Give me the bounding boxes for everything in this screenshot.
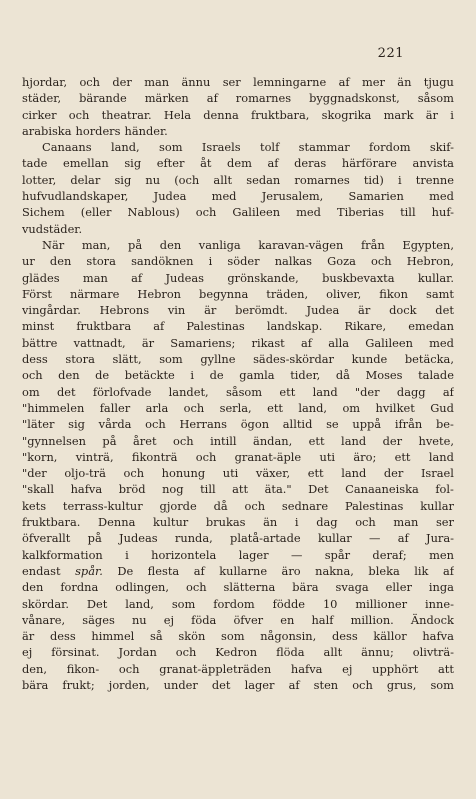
- text-line: När man, på den vanliga karavan-vägen från Egypten,: [42, 237, 454, 252]
- text-line: kalkformation i horizontela lager — spår deraf; men: [22, 547, 454, 562]
- text-line: bättre vattnadt, är Samariens; rikast af alla Galileen med: [22, 335, 454, 350]
- text-line: den, fikon- och granat-äppleträden hafva ej upphört att: [22, 661, 454, 676]
- text-line: den fordna odlingen, och slätterna bära svaga eller inga: [22, 580, 454, 595]
- text-line: dess stora slätt, som gyllne sädes-skördar kunde betäcka,: [22, 352, 454, 367]
- text-line: städer, bärande märken af romarnes byggnadskonst, såsom: [22, 91, 454, 106]
- text-line: bära frukt; jorden, under det lager af sten och grus, som: [22, 677, 454, 692]
- text-line: vånare, säges nu ej föda öfver en half million. Ändock: [22, 612, 454, 627]
- text-line: Sichem (eller Nablous) och Galileen med Tiberias till huf-: [22, 205, 454, 220]
- text-line: minst fruktbara af Palestinas landskap. Rikare, emedan: [22, 319, 454, 334]
- text-line: vingårdar. Hebrons vin är berömdt. Judea är dock det: [22, 303, 454, 318]
- text-line: "der oljo-trä och honung uti växer, ett land der Israel: [22, 466, 454, 481]
- text-line: och den de betäckte i de gamla tider, då Moses talade: [22, 368, 454, 383]
- text-line: Canaans land, som Israels tolf stammar fordom skif-: [42, 140, 454, 155]
- body-text: [22, 74, 454, 693]
- text-line: Först närmare Hebron begynna träden, oliver, fikon samt: [22, 286, 454, 301]
- text-line: glädes man af Judeas grönskande, buskbevaxta kullar.: [22, 270, 454, 285]
- text-line: hufvudlandskaper, Judea med Jerusalem, Samarien med: [22, 189, 454, 204]
- text-line: "korn, vinträ, fikonträ och granat-äple uti äro; ett land: [22, 449, 454, 464]
- text-line: tade emellan sig efter åt dem af deras härförare anvista: [22, 156, 454, 171]
- text-line: om det förlofvade landet, såsom ett land "der dagg af: [22, 384, 454, 399]
- text-line: endast spår. De flesta af kullarne äro nakna, bleka lik af: [22, 563, 454, 578]
- text-line: fruktbara. Denna kultur brukas än i dag och man ser: [22, 515, 454, 530]
- text-line: hjordar, och der man ännu ser lemningarne af mer än tjugu: [22, 75, 454, 89]
- text-line: är dess himmel så skön som någonsin, dess källor hafva: [22, 629, 454, 644]
- text-line: lotter, delar sig nu (och allt sedan romarnes tid) i trenne: [22, 172, 454, 187]
- text-line: ur den stora sandöknen i söder nalkas Goza och Hebron,: [22, 254, 454, 269]
- text-line: skördar. Det land, som fordom födde 10 millioner inne-: [22, 596, 454, 611]
- text-line: "gynnelsen på året och intill ändan, ett land der hvete,: [22, 433, 454, 448]
- text-line: "läter sig vårda och Herrans ögon alltid se uppå ifrån be-: [22, 417, 454, 432]
- text-line: ej försinat. Jordan och Kedron flöda allt ännu; olivträ-: [22, 645, 454, 660]
- text-line: kets terrass-kultur gjorde då och sednare Palestinas kullar: [22, 498, 454, 513]
- text-line: cirker och theatrar. Hela denna fruktbara, skogrika mark är i: [22, 107, 454, 122]
- text-line: "skall hafva bröd nog till att äta." Det Canaaneiska fol-: [22, 482, 454, 497]
- text-line: arabiska horders händer.: [22, 123, 168, 138]
- page-number: 221: [377, 46, 404, 61]
- text-line: "himmelen faller arla och serla, ett land, om hvilket Gud: [22, 400, 454, 415]
- text-line: öfverallt på Judeas runda, platå-artade kullar — af Jura-: [22, 531, 454, 546]
- text-line: vudstäder.: [22, 221, 83, 236]
